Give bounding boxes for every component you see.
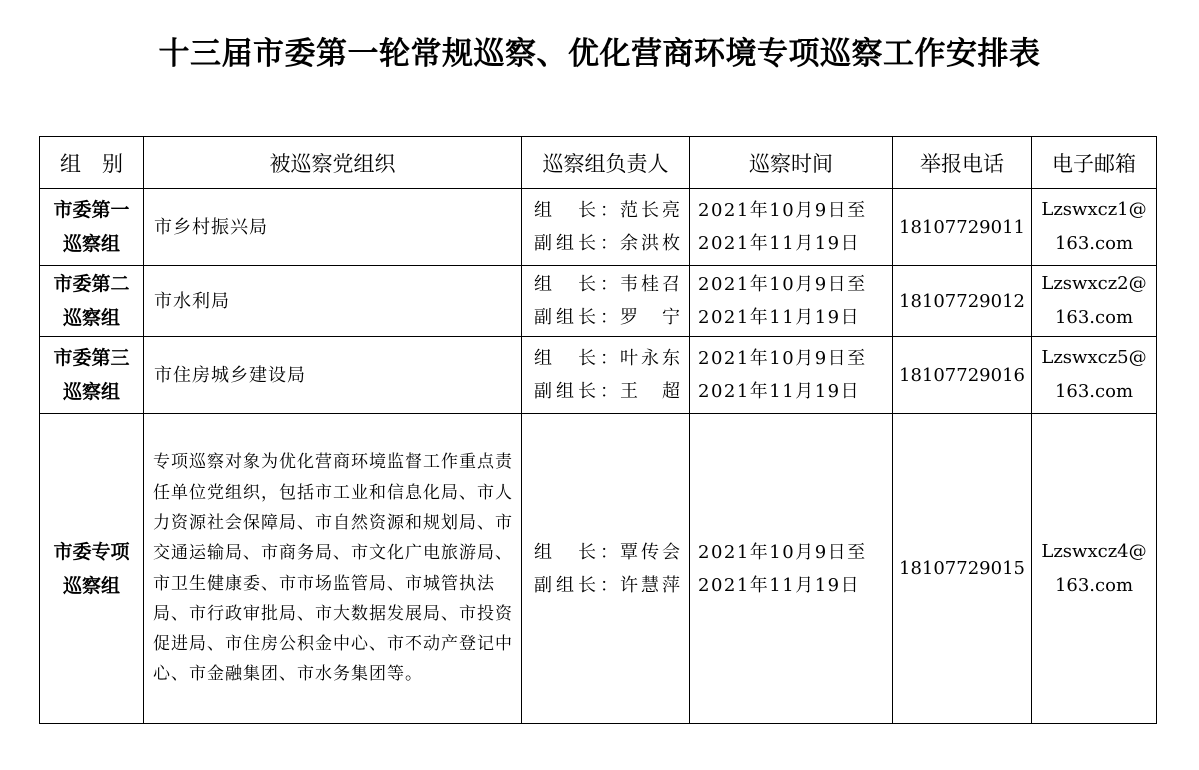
group-name-line: 巡察组 [62,307,120,329]
deputy-role: 副组长： [534,381,620,402]
time-end: 2021年11月19日 [698,233,861,254]
time-end: 2021年11月19日 [698,307,861,328]
leader-role: 组 长： [534,348,620,369]
deputy-line [534,569,689,602]
leader-name: 叶永东 [620,348,682,369]
inspection-time [690,414,893,724]
leader-role: 组 长： [534,541,620,563]
leader-line [534,268,689,301]
table-row [40,414,1157,724]
email-address [1032,337,1157,414]
deputy-name: 王 超 [620,381,682,402]
table-row [40,189,1157,266]
time-end: 2021年11月19日 [698,381,861,402]
group-name [40,337,144,414]
leader-role: 组 长： [534,200,620,221]
deputy-name: 罗 宁 [620,307,682,328]
leader-role: 组 长： [534,274,620,295]
leader-info [522,266,690,337]
inspected-organization: 专项巡察对象为优化营商环境监督工作重点责任单位党组织，包括市工业和信息化局、市人力资源社会保障局、市自然资源和规划局、市交通运输局、市商务局、市文化广电旅游局、市卫生健康委、市市场监管局、市城管执法局、市行政审批局、市大数据发展局、市投资促进局、市住房公积金中心、市不动产登记中心、市金融集团、市水务集团等。 [144,414,522,724]
email-line: Lzswxcz1@ [1041,199,1147,220]
group-name-line: 市委第三 [53,347,130,369]
deputy-role: 副组长： [534,233,620,254]
header-organization: 被巡察党组织 [144,137,522,189]
leader-name: 韦桂召 [620,274,682,295]
header-time: 巡察时间 [690,137,893,189]
group-name-line: 巡察组 [62,233,120,255]
report-phone: 18107729011 [893,189,1032,266]
deputy-role: 副组长： [534,307,620,328]
time-end: 2021年11月19日 [698,574,861,596]
report-phone: 18107729012 [893,266,1032,337]
time-start: 2021年10月9日至 [698,274,867,295]
leader-info [522,414,690,724]
email-address [1032,189,1157,266]
group-name-line: 市委第二 [53,273,130,295]
deputy-name: 许慧萍 [620,574,682,596]
group-name-line: 巡察组 [62,574,120,597]
table-row [40,266,1157,337]
leader-line [534,194,689,227]
report-phone: 18107729016 [893,337,1032,414]
email-line: 163.com [1054,307,1134,328]
group-name [40,414,144,724]
deputy-name: 余洪枚 [620,233,682,254]
table-row [40,337,1157,414]
leader-info [522,189,690,266]
table-header-row [40,137,1157,189]
email-line: Lzswxcz2@ [1041,273,1147,294]
schedule-table [39,136,1157,724]
leader-name: 范长亮 [620,200,682,221]
deputy-role: 副组长： [534,574,620,596]
page-title: 十三届市委第一轮常规巡察、优化营商环境专项巡察工作安排表 [158,36,1041,72]
inspected-organization: 市乡村振兴局 [144,189,522,266]
time-start: 2021年10月9日至 [698,348,867,369]
email-line: 163.com [1054,233,1134,254]
deputy-line [534,301,689,334]
group-name-line: 巡察组 [62,381,120,403]
leader-info [522,337,690,414]
email-line: 163.com [1054,574,1134,596]
group-name-line: 市委专项 [53,540,130,563]
inspection-time [690,189,893,266]
inspected-organization: 市水利局 [144,266,522,337]
time-start: 2021年10月9日至 [698,200,867,221]
header-leader: 巡察组负责人 [522,137,690,189]
inspection-time [690,337,893,414]
inspection-time [690,266,893,337]
inspected-organization: 市住房城乡建设局 [144,337,522,414]
email-address [1032,414,1157,724]
header-group: 组 别 [40,137,144,189]
time-start: 2021年10月9日至 [698,541,867,563]
group-name [40,189,144,266]
deputy-line [534,375,689,408]
deputy-line [534,227,689,260]
group-name [40,266,144,337]
header-email: 电子邮箱 [1032,137,1157,189]
leader-line [534,536,689,569]
group-name-line: 市委第一 [53,199,130,221]
email-line: 163.com [1054,381,1134,402]
email-line: Lzswxcz5@ [1041,347,1147,368]
report-phone: 18107729015 [893,414,1032,724]
leader-line [534,342,689,375]
header-phone: 举报电话 [893,137,1032,189]
email-line: Lzswxcz4@ [1041,540,1147,562]
leader-name: 覃传会 [620,541,682,563]
email-address [1032,266,1157,337]
